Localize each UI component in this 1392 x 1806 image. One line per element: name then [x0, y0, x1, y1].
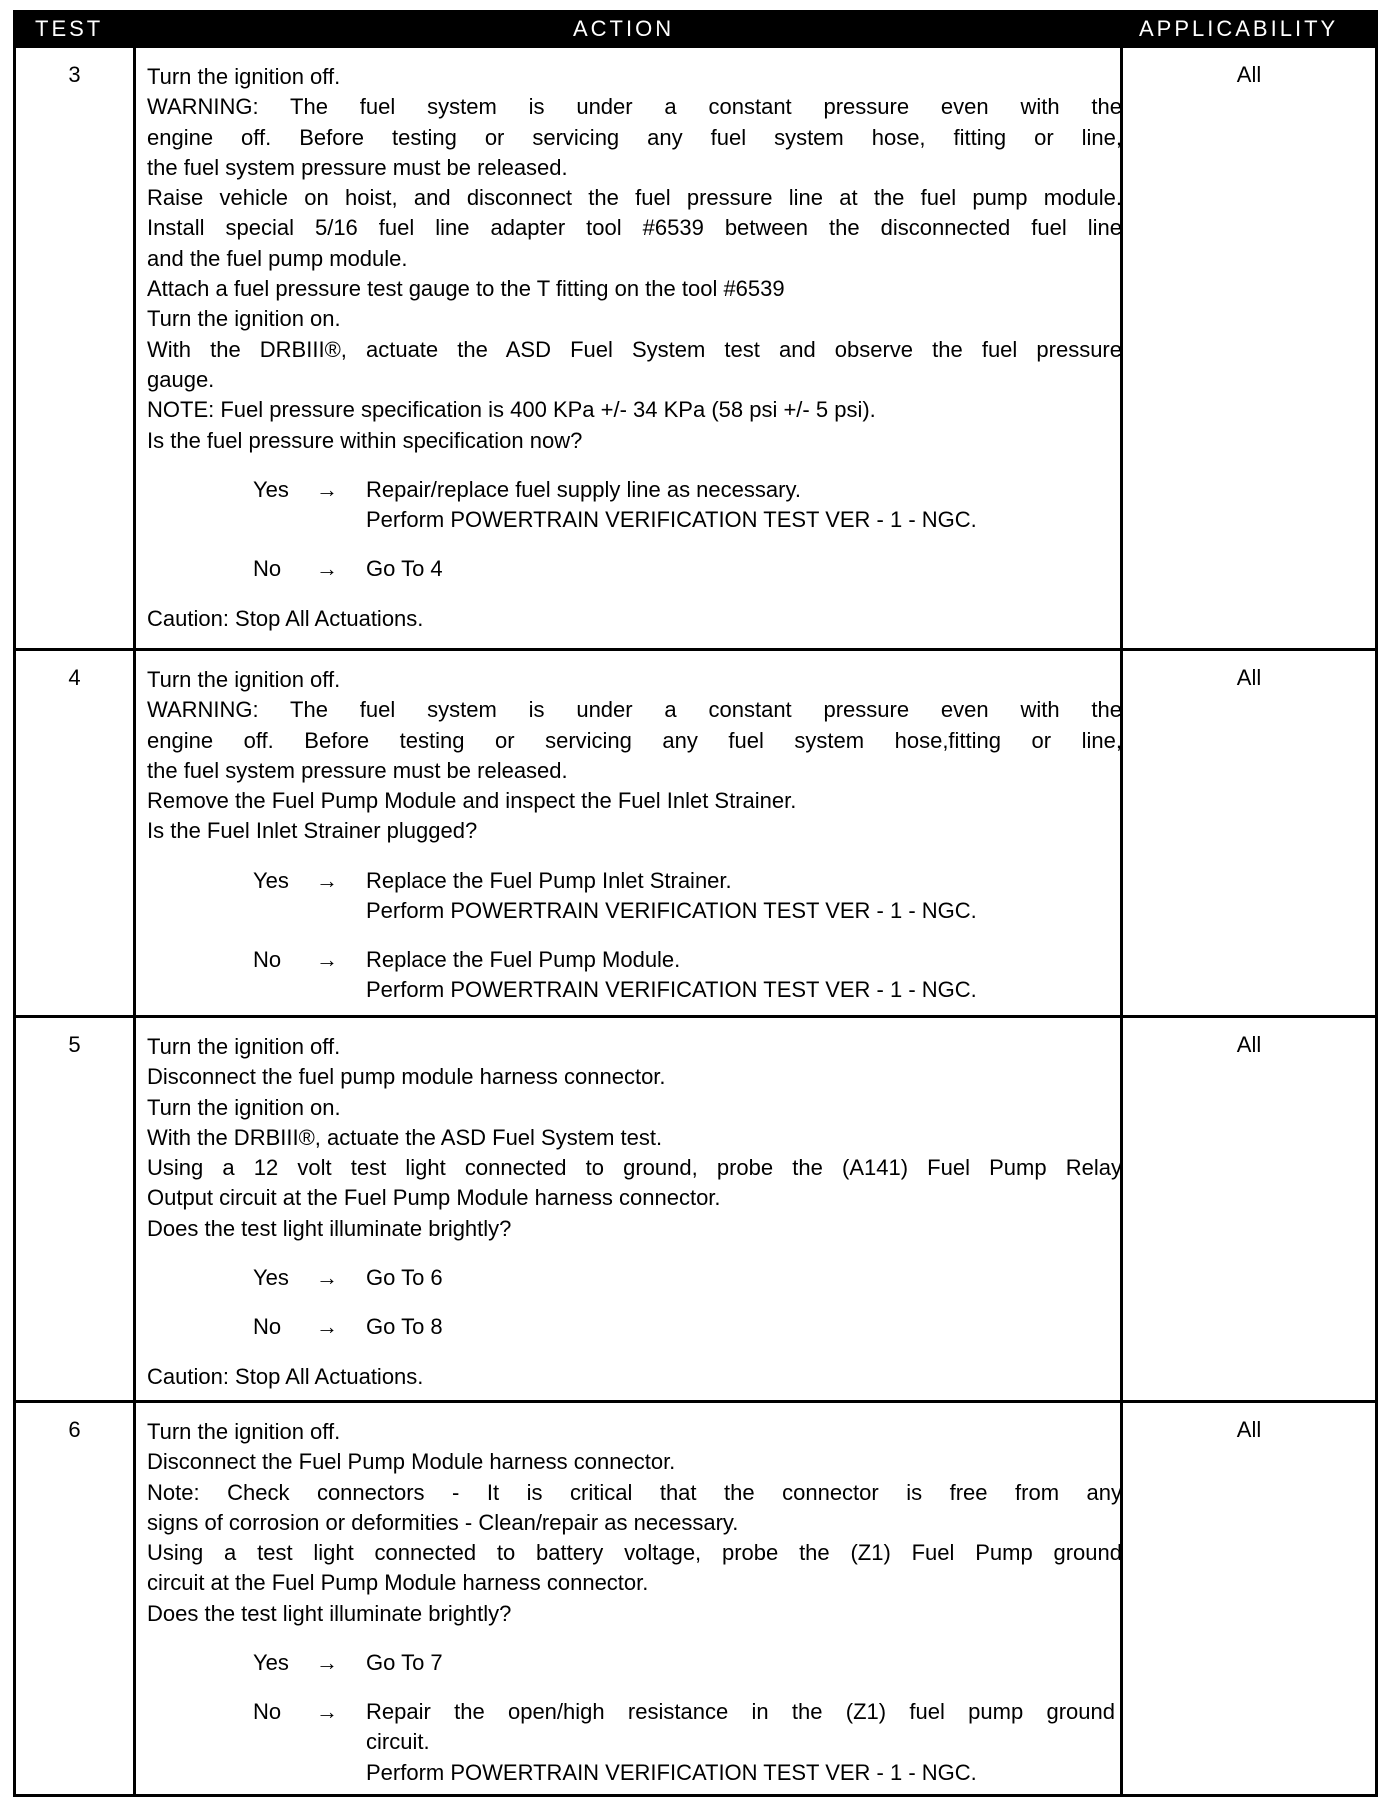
action-line: Raise vehicle on hoist, and disconnect the fuel pressure line at the fuel pump module. [147, 185, 1122, 211]
action-line: engine off. Before testing or servicing any fuel system hose,fitting or line, [147, 727, 1122, 753]
action-line: WARNING: The fuel system is under a constant pressure even with the [147, 94, 1122, 120]
action-line: With the DRBIII®, actuate the ASD Fuel System test. [147, 1124, 663, 1150]
table-row-test-4 [16, 648, 1375, 1015]
option-label: Yes [253, 1265, 289, 1291]
applicability-value: All [1120, 1403, 1375, 1794]
action-text [147, 665, 1122, 1005]
action-line: Turn the ignition off. [147, 1419, 341, 1444]
action-line: signs of corrosion or deformities - Clean/repair as necessary. [147, 1509, 739, 1535]
caution-note: Caution: Stop All Actuations. [147, 1364, 424, 1390]
table-row-test-5 [16, 1015, 1375, 1400]
result-line: Repair the open/high resistance in the (Z1) fuel pump ground [366, 1699, 1115, 1725]
right-arrow-icon: → [316, 867, 338, 893]
applicability-value: All [1120, 48, 1375, 648]
option-label: No [253, 946, 282, 972]
action-text [147, 1417, 1122, 1787]
option-label: No [253, 555, 282, 581]
right-arrow-icon: → [316, 946, 338, 972]
action-line: the fuel system pressure must be released. [147, 154, 568, 180]
action-line: Remove the Fuel Pump Module and inspect the Fuel Inlet Strainer. [147, 788, 797, 814]
result-line: Go To 8 [366, 1314, 443, 1340]
action-line: Output circuit at the Fuel Pump Module harness connector. [147, 1185, 721, 1211]
table-row-test-6 [16, 1400, 1375, 1794]
diagnostic-table [13, 10, 1378, 1794]
option-result [366, 1263, 1115, 1293]
action-line: Turn the ignition off. [147, 1034, 341, 1059]
right-arrow-icon: → [316, 1265, 338, 1291]
action-line: the fuel system pressure must be released. [147, 757, 568, 783]
action-line: Turn the ignition off. [147, 667, 341, 692]
result-line: Go To 4 [366, 555, 443, 581]
result-line: circuit. [366, 1729, 430, 1755]
option-no [253, 1697, 1122, 1787]
option-result [366, 1648, 1115, 1678]
action-line: NOTE: Fuel pressure specification is 400 KPa +/- 34 KPa (58 psi +/- 5 psi). [147, 397, 876, 423]
result-line: Go To 7 [366, 1650, 443, 1676]
action-line: Attach a fuel pressure test gauge to the T fitting on the tool #6539 [147, 276, 785, 302]
header-applicability: APPLICABILITY [1139, 16, 1339, 41]
right-arrow-icon: → [316, 555, 338, 581]
result-line: Replace the Fuel Pump Inlet Strainer. [366, 867, 732, 893]
option-yes [253, 475, 1122, 535]
action-line: With the DRBIII®, actuate the ASD Fuel System test and observe the fuel pressure [147, 336, 1122, 362]
option-label: No [253, 1314, 282, 1340]
action-line: Disconnect the fuel pump module harness connector. [147, 1064, 666, 1090]
test-number: 5 [16, 1018, 136, 1400]
test-number: 3 [16, 48, 136, 648]
action-line: Does the test light illuminate brightly? [147, 1215, 512, 1241]
table-row-test-3 [16, 48, 1375, 648]
action-line: Turn the ignition off. [147, 64, 341, 89]
option-yes [253, 1648, 1122, 1678]
action-line: Turn the ignition on. [147, 306, 341, 332]
option-no [253, 1312, 1122, 1342]
option-no [253, 554, 1122, 584]
option-label: Yes [253, 867, 289, 893]
table-body [13, 48, 1378, 1797]
action-line: Turn the ignition on. [147, 1094, 341, 1120]
result-line: Perform POWERTRAIN VERIFICATION TEST VER - 1 - NGC. [366, 507, 977, 533]
caution-note: Caution: Stop All Actuations. [147, 605, 424, 631]
option-label: No [253, 1699, 282, 1725]
action-line: Does the test light illuminate brightly? [147, 1600, 512, 1626]
test-number: 4 [16, 651, 136, 1015]
option-result [366, 475, 1115, 536]
option-label: Yes [253, 1650, 289, 1676]
action-line: Is the Fuel Inlet Strainer plugged? [147, 818, 478, 844]
action-line: Install special 5/16 fuel line adapter tool #6539 between the disconnected fuel line [147, 215, 1122, 241]
applicability-value: All [1120, 651, 1375, 1015]
action-line: engine off. Before testing or servicing any fuel system hose, fitting or line, [147, 124, 1122, 150]
result-line: Repair/replace fuel supply line as necessary. [366, 476, 801, 502]
test-number: 6 [16, 1403, 136, 1794]
result-line: Replace the Fuel Pump Module. [366, 946, 681, 972]
header-test: TEST [35, 16, 104, 41]
action-line: Using a test light connected to battery voltage, probe the (Z1) Fuel Pump ground [147, 1540, 1122, 1566]
action-line: Disconnect the Fuel Pump Module harness connector. [147, 1449, 676, 1475]
action-line: gauge. [147, 366, 215, 392]
action-line: Using a 12 volt test light connected to ground, probe the (A141) Fuel Pump Relay [147, 1155, 1122, 1181]
action-text [147, 1032, 1122, 1392]
applicability-value: All [1120, 1018, 1375, 1400]
option-label: Yes [253, 476, 289, 502]
option-result [366, 554, 1115, 584]
option-result [366, 1312, 1115, 1342]
result-line: Go To 6 [366, 1265, 443, 1291]
option-yes [253, 1263, 1122, 1293]
right-arrow-icon: → [316, 1314, 338, 1340]
right-arrow-icon: → [316, 1650, 338, 1676]
action-line: and the fuel pump module. [147, 245, 408, 271]
table-header [13, 10, 1378, 48]
option-yes [253, 866, 1122, 926]
result-line: Perform POWERTRAIN VERIFICATION TEST VER - 1 - NGC. [366, 977, 977, 1003]
result-line: Perform POWERTRAIN VERIFICATION TEST VER - 1 - NGC. [366, 898, 977, 924]
header-action: ACTION [573, 16, 675, 41]
option-no [253, 945, 1122, 1005]
right-arrow-icon: → [316, 1699, 338, 1725]
action-line: Note: Check connectors - It is critical that the connector is free from any [147, 1479, 1122, 1505]
option-result [366, 945, 1115, 1006]
action-text [147, 62, 1122, 634]
result-line: Perform POWERTRAIN VERIFICATION TEST VER - 1 - NGC. [366, 1759, 977, 1785]
action-line: WARNING: The fuel system is under a constant pressure even with the [147, 697, 1122, 723]
action-line: circuit at the Fuel Pump Module harness connector. [147, 1570, 649, 1596]
option-result [366, 866, 1115, 927]
action-line: Is the fuel pressure within specification now? [147, 427, 583, 453]
option-result [366, 1697, 1115, 1788]
right-arrow-icon: → [316, 476, 338, 502]
